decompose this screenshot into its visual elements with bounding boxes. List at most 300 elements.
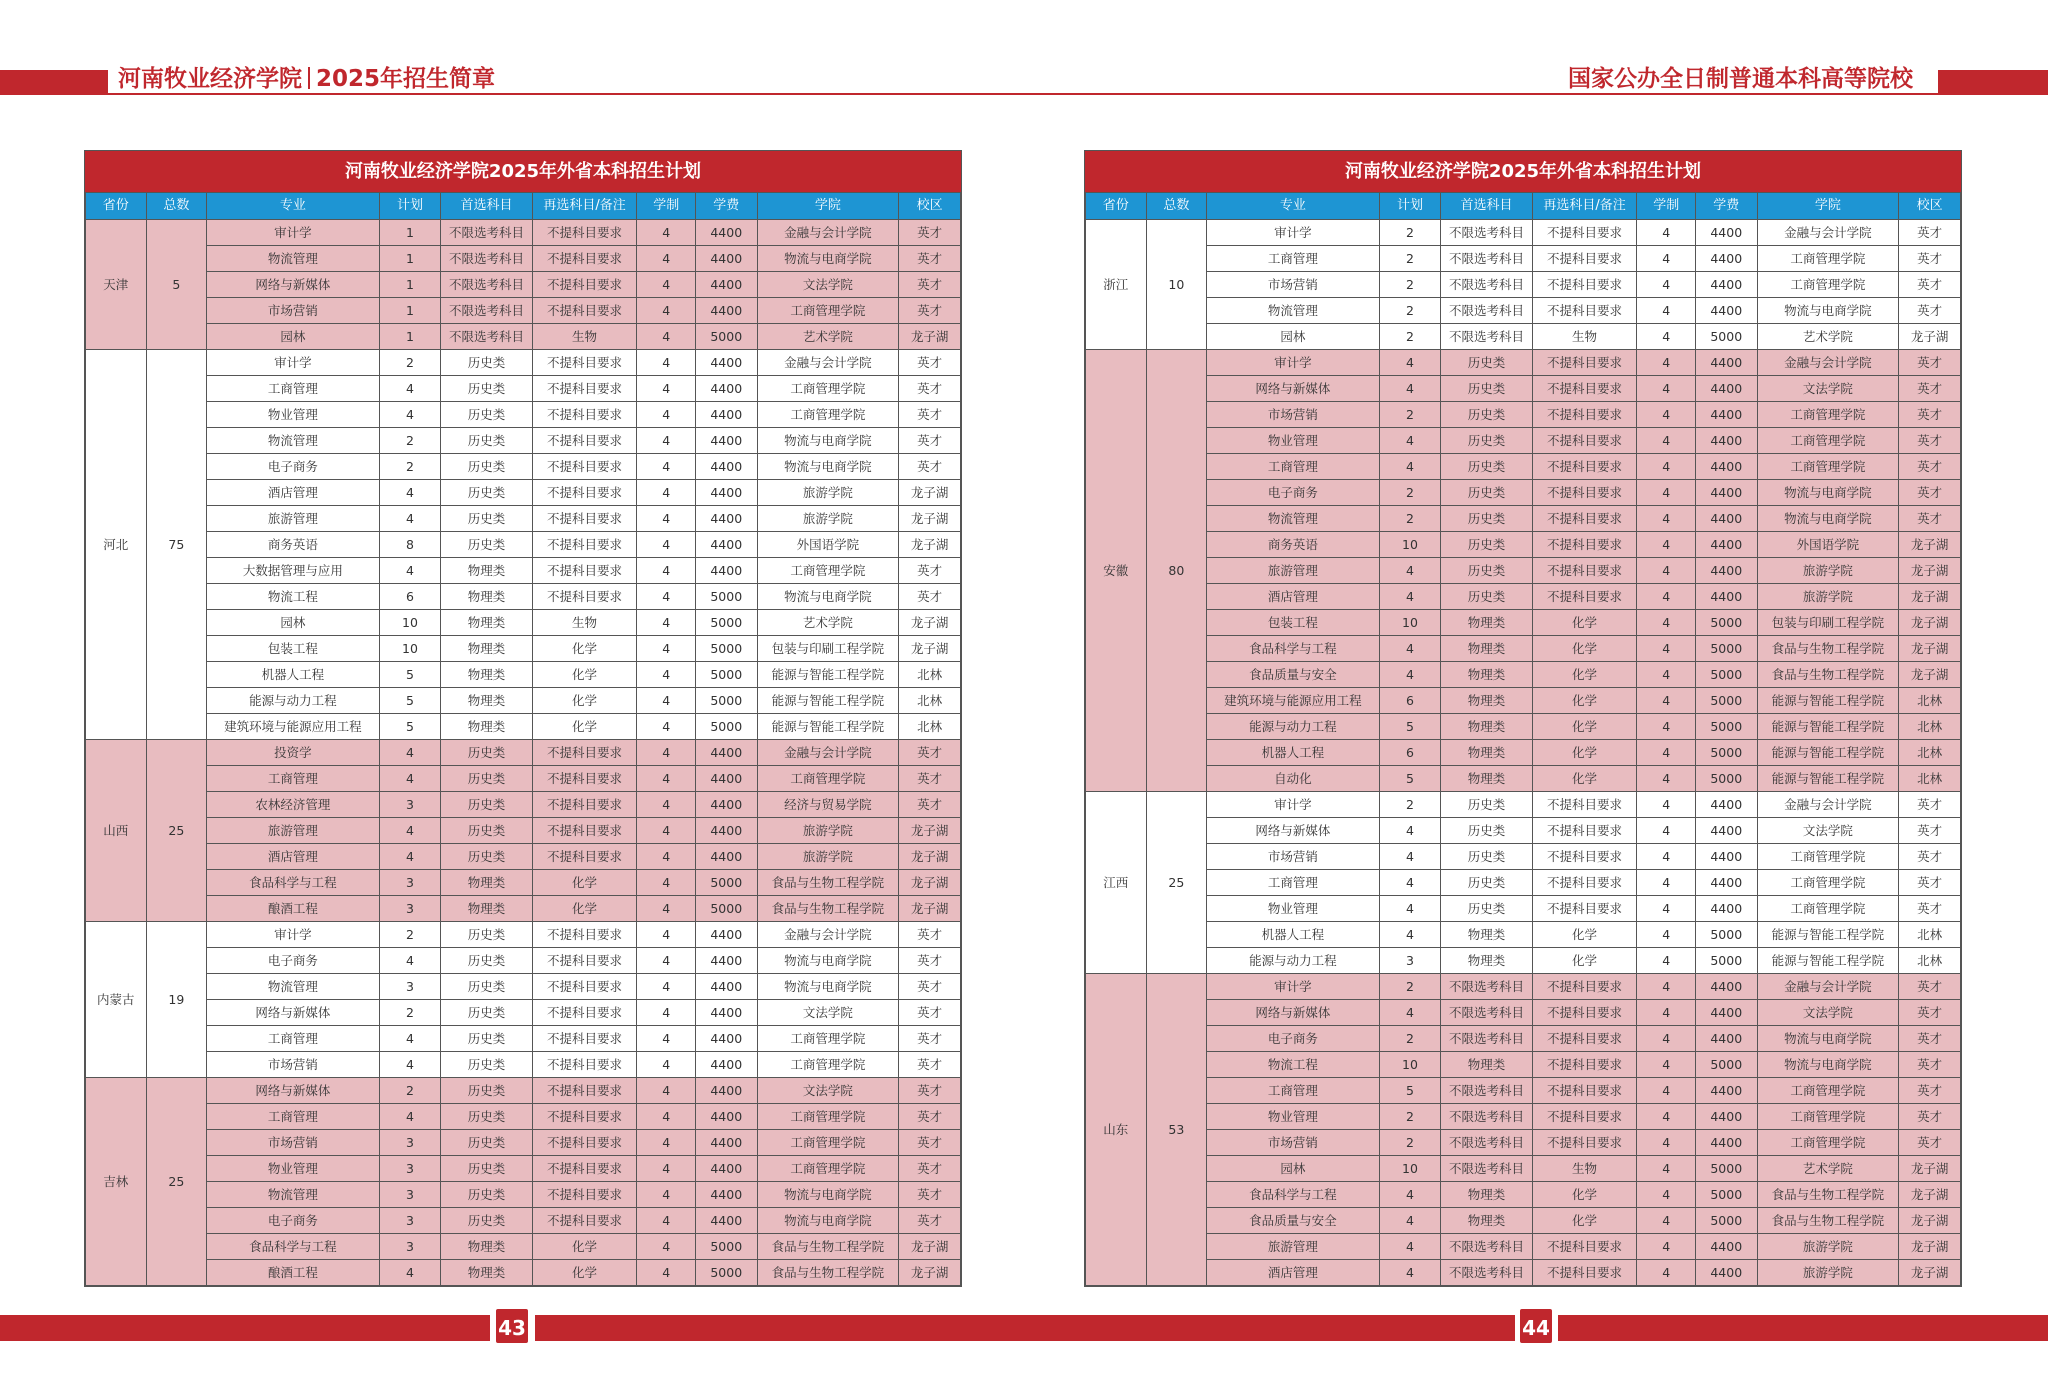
table-cell: 不提科目要求	[1532, 1078, 1637, 1104]
table-cell: 4	[1637, 298, 1696, 324]
table-cell: 4400	[695, 948, 757, 974]
table-cell: 4400	[1695, 870, 1757, 896]
table-cell: 英才	[1899, 506, 1961, 532]
column-header: 总数	[1146, 193, 1207, 220]
table-cell: 不提科目要求	[532, 948, 637, 974]
table-cell: 不提科目要求	[532, 506, 637, 532]
column-header: 再选科目/备注	[1532, 193, 1637, 220]
table-cell: 4	[379, 766, 441, 792]
table-cell: 物理类	[441, 714, 532, 740]
table-cell: 10	[379, 610, 441, 636]
table-cell: 英才	[1899, 480, 1961, 506]
table-cell: 4400	[1695, 272, 1757, 298]
header-school-title	[118, 62, 495, 96]
table-cell: 4	[637, 454, 696, 480]
table-cell: 历史类	[1441, 506, 1532, 532]
total-cell: 25	[146, 740, 207, 922]
table-cell: 不提科目要求	[1532, 844, 1637, 870]
table-cell: 能源与智能工程学院	[1757, 922, 1899, 948]
table-cell: 英才	[1899, 246, 1961, 272]
table-cell: 4	[1637, 402, 1696, 428]
table-row	[86, 766, 961, 792]
table-cell: 机器人工程	[207, 662, 380, 688]
table-cell: 食品质量与安全	[1207, 1208, 1380, 1234]
table-cell: 4400	[695, 350, 757, 376]
table-cell: 英才	[1899, 818, 1961, 844]
table-cell: 4	[1379, 558, 1441, 584]
table-cell: 英才	[899, 1182, 961, 1208]
table-cell: 4	[637, 714, 696, 740]
table-cell: 英才	[899, 792, 961, 818]
column-header: 再选科目/备注	[532, 193, 637, 220]
table-cell: 3	[379, 1156, 441, 1182]
table-cell: 物理类	[441, 558, 532, 584]
table-cell: 5000	[695, 688, 757, 714]
table-cell: 工商管理学院	[757, 376, 899, 402]
table-cell: 工商管理学院	[1757, 1078, 1899, 1104]
column-header: 学制	[637, 193, 696, 220]
table-cell: 5000	[695, 636, 757, 662]
table-cell: 审计学	[1207, 350, 1380, 376]
table-cell: 英才	[899, 1130, 961, 1156]
table-cell: 化学	[1532, 740, 1637, 766]
table-cell: 2	[1379, 506, 1441, 532]
table-cell: 4	[1637, 636, 1696, 662]
table-cell: 审计学	[1207, 220, 1380, 246]
table-cell: 历史类	[441, 532, 532, 558]
table-cell: 物流管理	[207, 428, 380, 454]
table-cell: 3	[379, 870, 441, 896]
table-cell: 工商管理	[1207, 454, 1380, 480]
table-row	[1086, 1156, 1961, 1182]
table-cell: 网络与新媒体	[1207, 1000, 1380, 1026]
table-cell: 4	[637, 1182, 696, 1208]
table-cell: 4	[637, 532, 696, 558]
table-cell: 5	[1379, 766, 1441, 792]
table-row	[86, 220, 961, 246]
table-cell: 能源与智能工程学院	[1757, 948, 1899, 974]
table-cell: 龙子湖	[1899, 324, 1961, 350]
table-cell: 4	[637, 766, 696, 792]
table-cell: 能源与智能工程学院	[757, 714, 899, 740]
table-cell: 不提科目要求	[1532, 246, 1637, 272]
table-cell: 物理类	[1441, 610, 1532, 636]
table-cell: 龙子湖	[899, 1234, 961, 1260]
table-cell: 4	[1637, 1026, 1696, 1052]
table-cell: 化学	[532, 896, 637, 922]
table-row	[86, 298, 961, 324]
table-row	[86, 246, 961, 272]
table-cell: 工商管理学院	[757, 298, 899, 324]
table-cell: 电子商务	[207, 948, 380, 974]
table-cell: 物理类	[441, 610, 532, 636]
table-cell: 历史类	[441, 428, 532, 454]
table-cell: 3	[379, 1208, 441, 1234]
table-cell: 工商管理学院	[1757, 402, 1899, 428]
table-row	[86, 818, 961, 844]
table-row	[86, 1260, 961, 1286]
table-cell: 生物	[1532, 324, 1637, 350]
table-cell: 3	[379, 1234, 441, 1260]
table-cell: 酒店管理	[207, 844, 380, 870]
table-cell: 经济与贸易学院	[757, 792, 899, 818]
table-cell: 4	[637, 1208, 696, 1234]
table-cell: 不提科目要求	[1532, 376, 1637, 402]
table-cell: 4	[1637, 922, 1696, 948]
table-cell: 英才	[1899, 1026, 1961, 1052]
table-cell: 历史类	[441, 454, 532, 480]
table-row	[86, 272, 961, 298]
table-cell: 龙子湖	[1899, 532, 1961, 558]
header-tagline: 国家公办全日制普通本科高等院校	[1568, 66, 1913, 92]
table-cell: 4	[379, 558, 441, 584]
table-cell: 2	[1379, 298, 1441, 324]
table-cell: 不提科目要求	[1532, 480, 1637, 506]
table-cell: 英才	[1899, 454, 1961, 480]
table-cell: 英才	[899, 558, 961, 584]
table-cell: 4	[1637, 662, 1696, 688]
table-cell: 龙子湖	[899, 532, 961, 558]
province-cell: 山东	[1086, 974, 1147, 1286]
table-cell: 化学	[1532, 1208, 1637, 1234]
table-cell: 4	[1637, 1130, 1696, 1156]
table-cell: 历史类	[441, 1182, 532, 1208]
table-cell: 4400	[695, 532, 757, 558]
table-cell: 不提科目要求	[1532, 454, 1637, 480]
table-cell: 3	[379, 974, 441, 1000]
province-cell: 吉林	[86, 1078, 147, 1286]
table-cell: 英才	[1899, 870, 1961, 896]
table-row	[1086, 584, 1961, 610]
table-cell: 5000	[695, 714, 757, 740]
column-header: 计划	[379, 193, 441, 220]
table-row	[86, 350, 961, 376]
table-cell: 不提科目要求	[532, 428, 637, 454]
table-cell: 4	[637, 1026, 696, 1052]
table-row	[86, 688, 961, 714]
table-cell: 物流与电商学院	[757, 948, 899, 974]
table-cell: 旅游学院	[757, 844, 899, 870]
table-cell: 4400	[1695, 1026, 1757, 1052]
table-cell: 4	[1637, 1156, 1696, 1182]
table-cell: 金融与会计学院	[757, 220, 899, 246]
table-cell: 历史类	[441, 844, 532, 870]
table-cell: 不提科目要求	[532, 298, 637, 324]
total-cell: 25	[146, 1078, 207, 1286]
table-cell: 不限选考科目	[441, 272, 532, 298]
table-cell: 4400	[695, 454, 757, 480]
table-cell: 龙子湖	[899, 896, 961, 922]
table-cell: 英才	[1899, 792, 1961, 818]
table-cell: 4	[1637, 272, 1696, 298]
table-cell: 不提科目要求	[1532, 402, 1637, 428]
table-cell: 历史类	[1441, 480, 1532, 506]
table-cell: 不提科目要求	[532, 740, 637, 766]
table-row	[86, 974, 961, 1000]
table-row	[1086, 922, 1961, 948]
table-cell: 历史类	[441, 922, 532, 948]
table-cell: 能源与动力工程	[1207, 714, 1380, 740]
table-row	[1086, 636, 1961, 662]
table-cell: 4	[1637, 870, 1696, 896]
table-cell: 不提科目要求	[532, 532, 637, 558]
table-cell: 5	[1379, 1078, 1441, 1104]
table-cell: 历史类	[441, 1000, 532, 1026]
table-cell: 4	[379, 818, 441, 844]
table-cell: 市场营销	[1207, 844, 1380, 870]
table-cell: 能源与智能工程学院	[1757, 714, 1899, 740]
table-cell: 历史类	[1441, 402, 1532, 428]
header-bar-right	[1938, 70, 2048, 94]
table-cell: 4	[1379, 896, 1441, 922]
table-cell: 5000	[1695, 1182, 1757, 1208]
table-row	[1086, 818, 1961, 844]
table-row	[1086, 246, 1961, 272]
table-cell: 不提科目要求	[1532, 558, 1637, 584]
table-cell: 英才	[899, 402, 961, 428]
table-cell: 化学	[532, 1234, 637, 1260]
table-cell: 物理类	[441, 584, 532, 610]
table-cell: 4400	[695, 1000, 757, 1026]
table-cell: 4	[637, 610, 696, 636]
table-cell: 1	[379, 246, 441, 272]
table-cell: 不提科目要求	[532, 1052, 637, 1078]
table-cell: 酒店管理	[1207, 584, 1380, 610]
table-cell: 2	[1379, 1130, 1441, 1156]
table-cell: 4400	[695, 1104, 757, 1130]
table-cell: 4	[1637, 376, 1696, 402]
table-cell: 5000	[1695, 610, 1757, 636]
column-header: 学费	[1695, 193, 1757, 220]
table-cell: 物业管理	[207, 402, 380, 428]
table-cell: 不提科目要求	[532, 818, 637, 844]
table-cell: 4	[637, 870, 696, 896]
table-row	[86, 714, 961, 740]
table-cell: 食品与生物工程学院	[757, 896, 899, 922]
table-row	[1086, 766, 1961, 792]
table-cell: 历史类	[441, 402, 532, 428]
table-cell: 食品科学与工程	[1207, 636, 1380, 662]
table-cell: 化学	[532, 688, 637, 714]
table-cell: 龙子湖	[899, 506, 961, 532]
table-cell: 北林	[1899, 740, 1961, 766]
table-cell: 4400	[695, 740, 757, 766]
table-cell: 4	[1637, 1078, 1696, 1104]
table-row	[1086, 1026, 1961, 1052]
table-cell: 不限选考科目	[441, 246, 532, 272]
table-row	[1086, 1234, 1961, 1260]
table-row	[1086, 974, 1961, 1000]
table-cell: 不提科目要求	[532, 1156, 637, 1182]
table-cell: 食品与生物工程学院	[1757, 636, 1899, 662]
table-cell: 大数据管理与应用	[207, 558, 380, 584]
table-cell: 英才	[1899, 844, 1961, 870]
table-cell: 历史类	[1441, 454, 1532, 480]
table-row	[86, 454, 961, 480]
table-cell: 不提科目要求	[1532, 1130, 1637, 1156]
table-cell: 4400	[695, 1026, 757, 1052]
table-cell: 物流管理	[1207, 506, 1380, 532]
table-cell: 英才	[899, 220, 961, 246]
table-cell: 食品与生物工程学院	[1757, 662, 1899, 688]
table-cell: 市场营销	[207, 1052, 380, 1078]
table-cell: 2	[379, 1078, 441, 1104]
table-cell: 2	[379, 922, 441, 948]
table-cell: 物流与电商学院	[1757, 1026, 1899, 1052]
left-header-row	[86, 193, 961, 220]
table-cell: 艺术学院	[757, 610, 899, 636]
table-cell: 不提科目要求	[1532, 1052, 1637, 1078]
table-cell: 包装与印刷工程学院	[1757, 610, 1899, 636]
table-cell: 历史类	[441, 766, 532, 792]
table-cell: 生物	[532, 610, 637, 636]
table-cell: 旅游学院	[1757, 1260, 1899, 1286]
table-cell: 审计学	[207, 350, 380, 376]
table-cell: 工商管理学院	[1757, 428, 1899, 454]
table-cell: 园林	[1207, 1156, 1380, 1182]
table-cell: 6	[379, 584, 441, 610]
table-cell: 2	[1379, 974, 1441, 1000]
table-cell: 不提科目要求	[1532, 1104, 1637, 1130]
table-cell: 4	[379, 1104, 441, 1130]
table-cell: 物流与电商学院	[1757, 1052, 1899, 1078]
table-cell: 1	[379, 220, 441, 246]
table-cell: 4400	[1695, 506, 1757, 532]
table-cell: 4	[637, 662, 696, 688]
table-cell: 工商管理学院	[757, 1130, 899, 1156]
table-cell: 不提科目要求	[532, 454, 637, 480]
table-cell: 4	[1379, 376, 1441, 402]
table-cell: 4	[1637, 350, 1696, 376]
table-cell: 电子商务	[1207, 1026, 1380, 1052]
table-cell: 4	[379, 1260, 441, 1286]
table-cell: 英才	[1899, 428, 1961, 454]
table-row	[86, 584, 961, 610]
school-name: 河南牧业经济学院	[118, 66, 302, 92]
table-cell: 2	[1379, 246, 1441, 272]
table-cell: 不提科目要求	[1532, 896, 1637, 922]
table-cell: 外国语学院	[1757, 532, 1899, 558]
table-cell: 5000	[1695, 1208, 1757, 1234]
table-cell: 4	[1637, 740, 1696, 766]
table-cell: 工商管理	[207, 1104, 380, 1130]
table-cell: 食品与生物工程学院	[1757, 1182, 1899, 1208]
table-cell: 工商管理	[207, 1026, 380, 1052]
table-cell: 包装工程	[1207, 610, 1380, 636]
table-cell: 2	[1379, 480, 1441, 506]
table-cell: 4400	[1695, 428, 1757, 454]
table-cell: 北林	[1899, 714, 1961, 740]
table-cell: 4	[379, 948, 441, 974]
table-cell: 4	[637, 506, 696, 532]
table-cell: 工商管理学院	[757, 402, 899, 428]
table-cell: 4	[1637, 844, 1696, 870]
table-cell: 不提科目要求	[1532, 1000, 1637, 1026]
table-cell: 4	[1637, 1000, 1696, 1026]
table-cell: 能源与智能工程学院	[1757, 740, 1899, 766]
table-cell: 4	[1637, 1208, 1696, 1234]
table-cell: 历史类	[441, 1078, 532, 1104]
table-cell: 市场营销	[207, 298, 380, 324]
table-cell: 物理类	[441, 870, 532, 896]
table-cell: 北林	[1899, 922, 1961, 948]
table-cell: 酒店管理	[207, 480, 380, 506]
table-cell: 4	[1637, 1104, 1696, 1130]
table-cell: 4	[637, 818, 696, 844]
table-cell: 4	[637, 480, 696, 506]
table-cell: 机器人工程	[1207, 922, 1380, 948]
table-cell: 4	[1637, 792, 1696, 818]
table-cell: 龙子湖	[1899, 558, 1961, 584]
table-cell: 4	[379, 1052, 441, 1078]
table-cell: 物流与电商学院	[757, 428, 899, 454]
table-cell: 4	[1379, 1182, 1441, 1208]
table-cell: 市场营销	[207, 1130, 380, 1156]
table-cell: 不限选考科目	[1441, 1234, 1532, 1260]
table-cell: 不限选考科目	[1441, 246, 1532, 272]
table-cell: 不提科目要求	[1532, 870, 1637, 896]
column-header: 计划	[1379, 193, 1441, 220]
table-cell: 商务英语	[1207, 532, 1380, 558]
table-cell: 4	[1379, 428, 1441, 454]
table-cell: 工商管理	[207, 376, 380, 402]
table-cell: 工商管理学院	[1757, 1104, 1899, 1130]
table-row	[1086, 1078, 1961, 1104]
table-cell: 物流管理	[207, 974, 380, 1000]
table-row	[1086, 532, 1961, 558]
table-cell: 4	[379, 844, 441, 870]
table-cell: 不提科目要求	[1532, 792, 1637, 818]
table-cell: 4400	[1695, 454, 1757, 480]
table-cell: 4400	[1695, 1260, 1757, 1286]
province-cell: 山西	[86, 740, 147, 922]
table-cell: 不限选考科目	[1441, 220, 1532, 246]
table-cell: 龙子湖	[899, 636, 961, 662]
table-cell: 5000	[1695, 324, 1757, 350]
column-header: 总数	[146, 193, 207, 220]
table-cell: 5000	[695, 584, 757, 610]
table-row	[1086, 272, 1961, 298]
table-row	[86, 844, 961, 870]
table-row	[1086, 714, 1961, 740]
table-cell: 1	[379, 324, 441, 350]
table-cell: 不限选考科目	[1441, 1026, 1532, 1052]
table-cell: 食品科学与工程	[1207, 1182, 1380, 1208]
table-cell: 不提科目要求	[532, 584, 637, 610]
table-cell: 4	[1637, 1052, 1696, 1078]
table-cell: 不限选考科目	[1441, 974, 1532, 1000]
table-cell: 金融与会计学院	[1757, 792, 1899, 818]
table-cell: 3	[379, 1130, 441, 1156]
table-cell: 5000	[1695, 740, 1757, 766]
table-cell: 2	[379, 1000, 441, 1026]
table-row	[86, 870, 961, 896]
table-cell: 金融与会计学院	[757, 740, 899, 766]
table-cell: 不提科目要求	[532, 792, 637, 818]
column-header: 省份	[1086, 193, 1147, 220]
table-cell: 4	[1379, 1260, 1441, 1286]
table-row	[86, 792, 961, 818]
table-cell: 工商管理学院	[1757, 896, 1899, 922]
table-cell: 历史类	[441, 376, 532, 402]
table-cell: 4	[1379, 922, 1441, 948]
table-cell: 4400	[695, 922, 757, 948]
table-cell: 4	[1379, 818, 1441, 844]
table-cell: 建筑环境与能源应用工程	[207, 714, 380, 740]
table-cell: 不提科目要求	[1532, 532, 1637, 558]
table-cell: 龙子湖	[899, 480, 961, 506]
table-cell: 1	[379, 298, 441, 324]
